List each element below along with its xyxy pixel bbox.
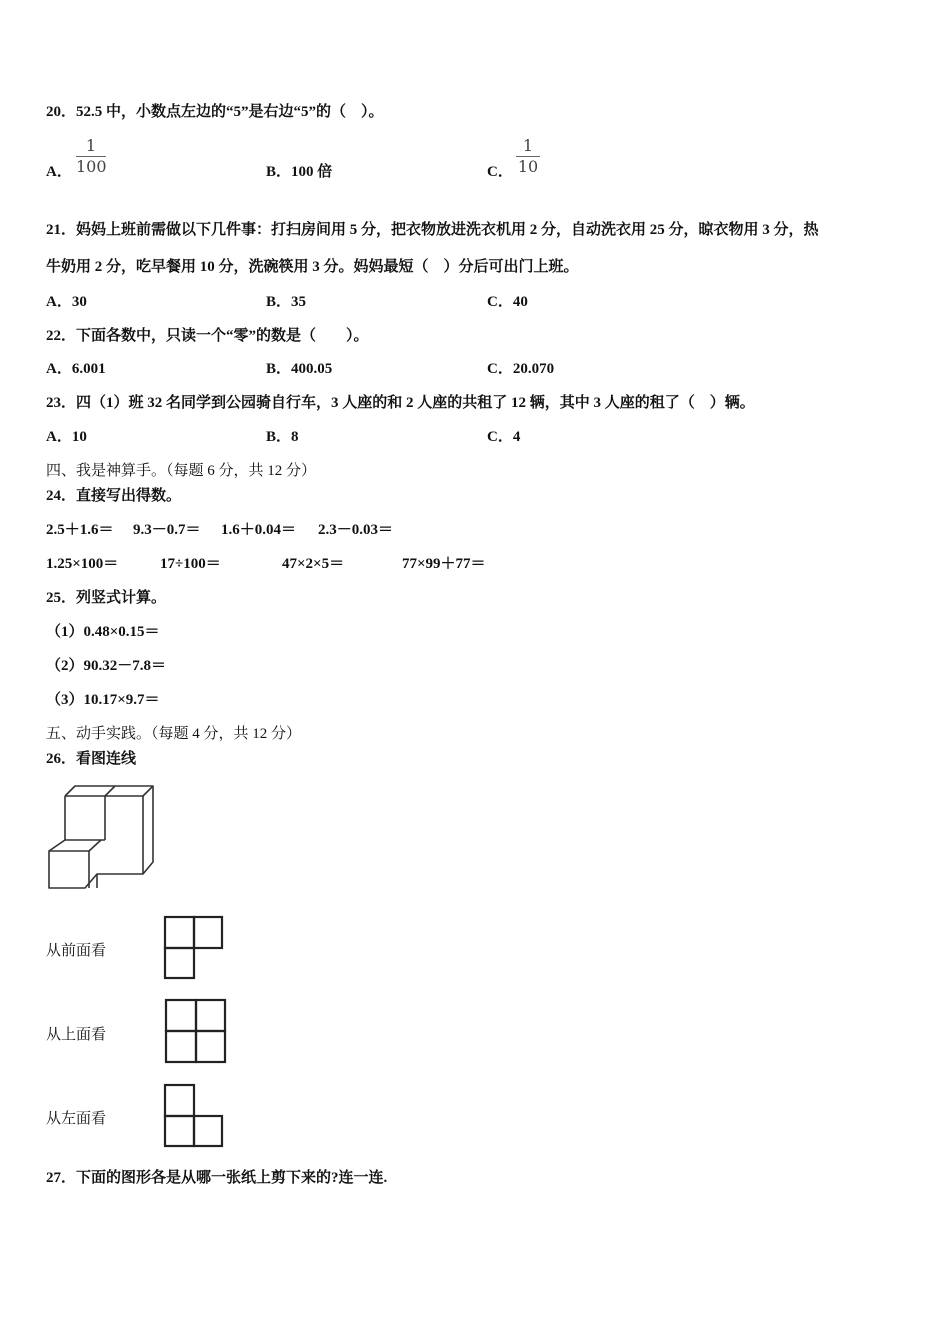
q24-expr: 2.5＋1.6＝ [46,522,114,538]
q24-stem: 24．直接写出得数。 [46,488,182,504]
q22-stem: 22．下面各数中，只读一个“零”的数是（ ）。 [46,328,369,344]
q21-option-b: B．35 [266,294,307,310]
q25-item: （2）90.32－7.8＝ [46,658,167,674]
q21-option-a: A．30 [46,294,87,310]
q23-option-c: C．4 [487,429,521,445]
q20-option-a-fraction [76,137,106,176]
q22-option-a: A．6.001 [46,361,106,377]
view-label-left: 从左面看 [46,1111,107,1127]
q20-option-a-label: A． [46,164,72,180]
q24-expr: 17÷100＝ [160,556,221,572]
q23-stem: 23．四（1）班 32 名同学到公园骑自行车，3 人座的和 2 人座的共租了 12 辆，其中 3 人座的租了（ ）辆。 [46,395,755,411]
q24-expr: 1.25×100＝ [46,556,119,572]
q24-expr: 47×2×5＝ [282,556,345,572]
q24-expr: 2.3－0.03＝ [318,522,394,538]
view-shape-3 [163,1082,225,1148]
q21-stem-line2: 牛奶用 2 分，吃早餐用 10 分，洗碗筷用 3 分。妈妈最短（ ）分后可出门上班。 [46,259,579,275]
q21-option-c: C．40 [487,294,528,310]
view-label-front: 从前面看 [46,943,107,959]
q20-stem: 20．52.5 中，小数点左边的“5”是右边“5”的（ ）。 [46,104,384,120]
q25-stem: 25．列竖式计算。 [46,590,167,606]
view-label-top: 从上面看 [46,1027,107,1043]
view-shape-2 [164,997,228,1065]
q27-stem: 27．下面的图形各是从哪一张纸上剪下来的?连一连. [46,1170,388,1186]
q25-item: （3）10.17×9.7＝ [46,692,160,708]
q22-option-c: C．20.070 [487,361,555,377]
q21-stem-line1: 21．妈妈上班前需做以下几件事：打扫房间用 5 分，把衣物放进洗衣机用 2 分，自动洗衣用 25 分，晾衣物用 3 分，热 [46,222,819,238]
fraction-numerator: 1 [522,136,534,155]
fraction-numerator: 1 [85,136,97,155]
q26-stem: 26．看图连线 [46,751,137,767]
q23-option-a: A．10 [46,429,87,445]
q24-expr: 77×99＋77＝ [402,556,486,572]
q25-item: （1）0.48×0.15＝ [46,624,160,640]
q23-option-b: B．8 [266,429,299,445]
q24-expr: 1.6＋0.04＝ [221,522,297,538]
q24-expr: 9.3－0.7＝ [133,522,201,538]
q20-option-c-fraction [516,137,540,176]
section-5-heading: 五、动手实践。（每题 4 分，共 12 分） [46,726,302,742]
q20-option-b: B．100 倍 [266,164,333,180]
view-shape-1 [163,914,225,980]
q22-option-b: B．400.05 [266,361,333,377]
q20-option-c-label: C． [487,164,513,180]
fraction-denominator: 100 [76,157,107,176]
section-4-heading: 四、我是神算手。（每题 6 分，共 12 分） [46,463,317,479]
cube-solid-figure [45,782,157,900]
fraction-denominator: 10 [517,157,539,176]
